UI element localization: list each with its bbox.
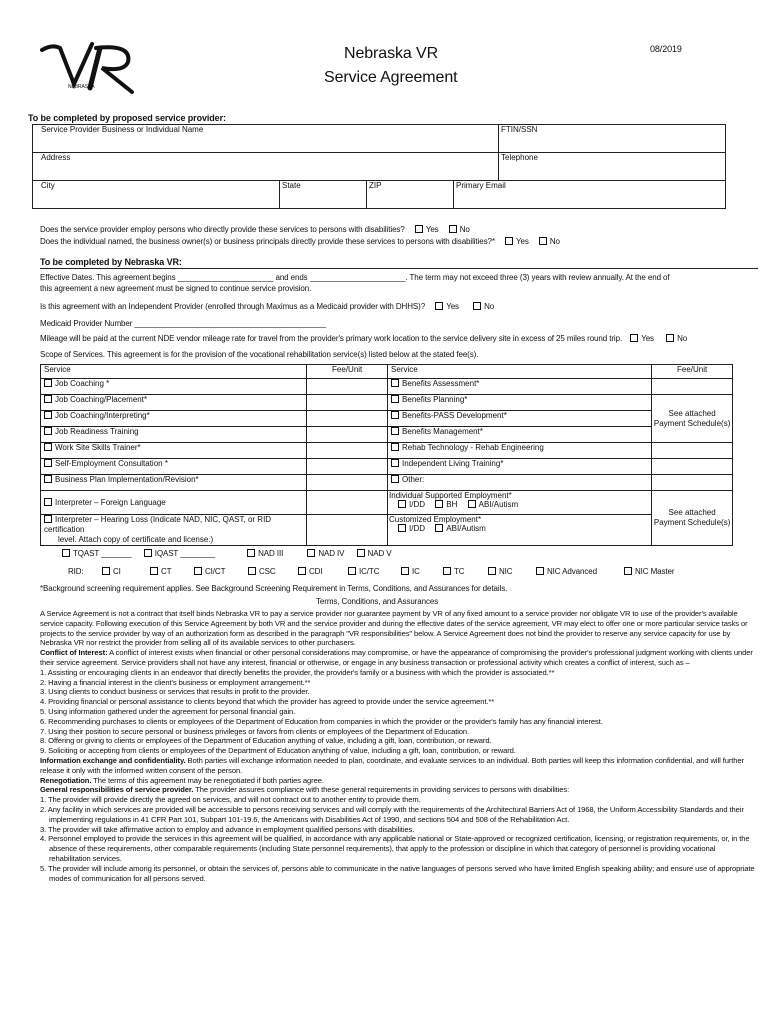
ise-abi-checkbox[interactable]	[468, 500, 476, 508]
section1-heading: To be completed by proposed service provider:	[28, 113, 226, 123]
fee-cell[interactable]	[307, 411, 388, 427]
fee-cell[interactable]	[652, 379, 733, 395]
fee-cell[interactable]	[652, 459, 733, 475]
service-row: Job Readiness Training	[41, 427, 307, 443]
list-item: 8. Offering or giving to clients or employees of the Department of Education anything of value, including a gift, loan, contribution, or reward.	[40, 736, 492, 746]
rid-ictc-checkbox[interactable]	[348, 567, 356, 575]
conflict-of-interest: Conflict of Interest: A conflict of interest exists when financial or other personal considerations may compromise, or have the appearance of compromising the provider's professional judgment working with clients under their service agreement. Service providers shall not have any interest, financial or otherwise, or engage in any business transaction or professional activity which creates a conflict of interest, such as –	[40, 648, 753, 667]
q1-no-checkbox[interactable]	[449, 225, 457, 233]
rid-csc: CSC	[248, 567, 276, 577]
service-row: Benefits Management*	[388, 427, 652, 443]
terms-intro: A Service Agreement is not a contract that itself binds Nebraska VR to pay a service provider nor guarantee payment by VR of any fixed amount to a service provider nor obligate VR to use of the provider's available service capacity. Following execution of this Service Agreement by both VR and the service provider and during the effective dates of the service agreement, VR may elect to offer one or more particular service tasks or projects to the service provider by way of an authorization form as described in the paragraph "VR responsibilities" below. A Service Agreement does not bind the provider to reserve any service capacity for use by Nebraska VR nor restrict the provider from selling all of its available services to other purchasers.	[40, 609, 748, 648]
rid-tc: TC	[443, 567, 464, 577]
rid-nic-checkbox[interactable]	[488, 567, 496, 575]
fee-cell[interactable]	[307, 427, 388, 443]
col-service-left: Service	[41, 365, 307, 379]
nad5-checkbox[interactable]	[357, 549, 365, 557]
effective-dates-2: this agreement a new agreement must be signed to continue service provision.	[40, 284, 312, 293]
service-row: Other:	[388, 475, 652, 491]
cert-row: TQAST _______ IQAST ________ NAD III NAD IV NAD V	[62, 549, 392, 559]
q1-yes-checkbox[interactable]	[415, 225, 423, 233]
col-service-right: Service	[388, 365, 652, 379]
service-row: Interpreter – Hearing Loss (Indicate NAD, NIC, QAST, or RID certification level. Attach copy of certificate and license.)	[41, 515, 307, 546]
job-coaching-checkbox[interactable]	[44, 379, 52, 387]
vr-logo-icon	[40, 38, 150, 96]
list-item: 5. Using information gathered under the agreement for personal financial gain.	[40, 706, 296, 716]
independent-yes-checkbox[interactable]	[435, 302, 443, 310]
rid-ct-checkbox[interactable]	[150, 567, 158, 575]
rid-label: RID:	[68, 567, 84, 576]
effective-dates: Effective Dates. This agreement begins ______________________ and ends ______________________. The term may not exceed three (3) years with review annually. At the end of	[40, 273, 670, 282]
list-item: 7. Using their position to secure personal or business privileges or favors from clients or employees of the Department of Education.	[40, 726, 470, 736]
city-field[interactable]: City	[33, 181, 280, 209]
ise-idd-checkbox[interactable]	[398, 500, 406, 508]
email-field[interactable]: Primary Email	[454, 181, 726, 209]
q2-yes-checkbox[interactable]	[505, 237, 513, 245]
benefits-management-checkbox[interactable]	[391, 427, 399, 435]
service-row: Work Site Skills Trainer*	[41, 443, 307, 459]
medicaid-number: Medicaid Provider Number ____________________________________________	[40, 319, 326, 328]
form-date: 08/2019	[650, 44, 682, 54]
col-fee-left: Fee/Unit	[307, 365, 388, 379]
business-plan-checkbox[interactable]	[44, 475, 52, 483]
independent-living-checkbox[interactable]	[391, 459, 399, 467]
benefits-planning-checkbox[interactable]	[391, 395, 399, 403]
self-employment-checkbox[interactable]	[44, 459, 52, 467]
tqast-checkbox[interactable]	[62, 549, 70, 557]
rid-nic: NIC	[488, 567, 512, 577]
list-item: 3. Using clients to conduct business or services that results in profit to the provider.	[40, 687, 310, 697]
fee-cell[interactable]	[307, 443, 388, 459]
fee-cell[interactable]	[307, 491, 388, 515]
rid-nic-master: NIC Master	[624, 567, 674, 577]
benefits-assessment-checkbox[interactable]	[391, 379, 399, 387]
benefits-pass-checkbox[interactable]	[391, 411, 399, 419]
information-exchange: Information exchange and confidentiality. Both parties will exchange information needed to plan, coordinate, and evaluate services to an individual. Both parties will keep this information confidential, and will further release it only with the informed written consent of the person.	[40, 755, 744, 775]
rid-csc-checkbox[interactable]	[248, 567, 256, 575]
iqast-checkbox[interactable]	[144, 549, 152, 557]
general-responsibilities: General responsibilities of service provider. The provider assures compliance with these general requirements in providing services to persons with disabilities:	[40, 785, 570, 795]
fee-cell[interactable]	[307, 459, 388, 475]
rid-cdi: CDI	[298, 567, 322, 577]
fee-cell[interactable]	[307, 475, 388, 491]
form-title-line2: Service Agreement	[324, 69, 458, 86]
rid-cict: CI/CT	[194, 567, 225, 577]
zip-field[interactable]: ZIP	[367, 181, 454, 209]
service-row: Individual Supported Employment* I/DD BH ABI/Autism	[388, 491, 652, 515]
see-attached-1: See attached Payment Schedule(s)	[652, 395, 733, 443]
service-row: Job Coaching/Interpreting*	[41, 411, 307, 427]
scope-of-services: Scope of Services. This agreement is for the provision of the vocational rehabilitation service(s) listed below at the stated fee(s).	[40, 350, 479, 359]
address-field[interactable]: Address	[33, 153, 499, 181]
fee-cell[interactable]	[307, 379, 388, 395]
service-row: Job Coaching *	[41, 379, 307, 395]
interpreter-hearing-checkbox[interactable]	[44, 515, 52, 523]
see-attached-2: See attached Payment Schedule(s)	[652, 491, 733, 546]
telephone-field[interactable]: Telephone	[499, 153, 726, 181]
rid-nic-advanced-checkbox[interactable]	[536, 567, 544, 575]
question-direct: Does the individual named, the business owner(s) or business principals directly provide these services to persons with disabilities?* Yes No	[40, 237, 560, 246]
fee-cell[interactable]	[307, 515, 388, 546]
job-coaching-placement-checkbox[interactable]	[44, 395, 52, 403]
rid-nic-master-checkbox[interactable]	[624, 567, 632, 575]
mileage-yes-checkbox[interactable]	[630, 334, 638, 342]
terms-body	[40, 609, 758, 883]
mileage-question: Mileage will be paid at the current NDE vendor mileage rate for travel from the provider's primary work location to the service delivery site in excess of 25 miles round trip. Yes No	[40, 334, 688, 343]
list-item: 2. Having a financial interest in the client's business or employment arrangement.**	[40, 677, 311, 687]
rehab-technology-checkbox[interactable]	[391, 443, 399, 451]
fee-cell[interactable]	[652, 475, 733, 491]
service-row: Benefits Planning*	[388, 395, 652, 411]
background-footnote: *Background screening requirement applies. See Background Screening Requirement in Terms, Conditions, and Assurances for details.	[40, 584, 508, 593]
ftin-field[interactable]: FTIN/SSN	[499, 125, 726, 153]
q2-no-checkbox[interactable]	[539, 237, 547, 245]
service-row: Job Coaching/Placement*	[41, 395, 307, 411]
list-item: 4. Personnel employed to provide the services in this agreement will be qualified, in accordance with any applicable national or State-approved or recognized certification, licensing, or registration requirements, or, in the absence of these requirements, other comparable requirements (including State personnel requirements), that apply to the profession or discipline in which that category of personnel is providing vocational rehabilitation services.	[40, 834, 750, 863]
list-item: 1. Assisting or encouraging clients in an endeavor that directly benefits the provider, the provider's family or a business with which the provider is associated.**	[40, 667, 555, 677]
ise-bh-checkbox[interactable]	[435, 500, 443, 508]
service-row: Rehab Technology - Rehab Engineering	[388, 443, 652, 459]
terms-title: Terms, Conditions, and Assurances	[316, 597, 439, 606]
logo-subtext: NEBRASKA	[68, 84, 95, 90]
rid-ci-checkbox[interactable]	[102, 567, 110, 575]
list-item: 9. Soliciting or accepting from clients or employees of the Department of Education anything of value, including a gift, loan, contribution, or reward.	[40, 746, 516, 756]
fee-cell[interactable]	[652, 443, 733, 459]
job-coaching-interpreting-checkbox[interactable]	[44, 411, 52, 419]
list-item: 3. The provider will take affirmative action to employ and advance in employment qualified persons with disabilities.	[40, 824, 415, 834]
section2-heading: To be completed by Nebraska VR:	[40, 257, 182, 267]
rid-tc-checkbox[interactable]	[443, 567, 451, 575]
job-readiness-checkbox[interactable]	[44, 427, 52, 435]
list-item: 1. The provider will provide directly the agreed on services, and will not contract out to another entity to provide them.	[40, 795, 421, 805]
rid-ct: CT	[150, 567, 171, 577]
rid-nic-advanced: NIC Advanced	[536, 567, 597, 577]
nad3-checkbox[interactable]	[247, 549, 255, 557]
services-table	[40, 364, 733, 546]
vr-logo	[40, 38, 150, 96]
independent-provider-question: Is this agreement with an Independent Provider (enrolled through Maximus as a Medicaid provider with DHHS)? Yes No	[40, 302, 495, 311]
interpreter-foreign-checkbox[interactable]	[44, 498, 52, 506]
list-item: 4. Providing financial or personal assistance to clients beyond that which the provider has agreed to provide under the service agreement.**	[40, 697, 495, 707]
ce-idd-checkbox[interactable]	[398, 524, 406, 532]
mileage-no-checkbox[interactable]	[666, 334, 674, 342]
renegotiation: Renegotiation. The terms of this agreement may be renegotiated if both parties agree.	[40, 775, 324, 785]
state-field[interactable]: State	[280, 181, 367, 209]
rid-ic-checkbox[interactable]	[401, 567, 409, 575]
independent-no-checkbox[interactable]	[473, 302, 481, 310]
service-row: Interpreter – Foreign Language	[41, 491, 307, 515]
work-site-skills-checkbox[interactable]	[44, 443, 52, 451]
rid-cict-checkbox[interactable]	[194, 567, 202, 575]
ce-abi-checkbox[interactable]	[435, 524, 443, 532]
rid-cdi-checkbox[interactable]	[298, 567, 306, 575]
col-fee-right: Fee/Unit	[652, 365, 733, 379]
service-row: Benefits-PASS Development*	[388, 411, 652, 427]
service-row: Business Plan Implementation/Revision*	[41, 475, 307, 491]
business-name-field[interactable]: Service Provider Business or Individual Name	[33, 125, 499, 153]
service-row: Benefits Assessment*	[388, 379, 652, 395]
form-title-line1: Nebraska VR	[344, 45, 439, 62]
rid-ci: CI	[102, 567, 121, 577]
rid-ic: IC	[401, 567, 420, 577]
list-item: 6. Recommending purchases to clients or employees of the Department of Education from companies in which the provider or the provider's family has any financial interest.	[40, 716, 603, 726]
service-row: Customized Employment* I/DD ABI/Autism	[388, 515, 652, 546]
section2-underline	[40, 268, 758, 269]
other-checkbox[interactable]	[391, 475, 399, 483]
rid-ictc: IC/TC	[348, 567, 379, 577]
list-item: 2. Any facility in which services are provided will be accessible to persons receiving services and will comply with the requirements of the Architectural Barriers Act of 1968, the Uniform Accessibility Standards and their implementing regulations in 41 CFR Part 101, Subpart 101-19.6, the Americans with Disabilities Act of 1990, and sections 504 and 508 of the Rehabilitation Act.	[40, 804, 744, 824]
list-item: 5. The provider will include among its personnel, or obtain the services of, persons able to communicate in the native languages of persons served who have limited English speaking ability; and ensure use of appropriate modes of communication for all persons served.	[40, 863, 755, 883]
provider-info-table	[32, 124, 726, 209]
service-row: Independent Living Training*	[388, 459, 652, 475]
fee-cell[interactable]	[307, 395, 388, 411]
service-row: Self-Employment Consultation *	[41, 459, 307, 475]
nad4-checkbox[interactable]	[307, 549, 315, 557]
question-employ: Does the service provider employ persons who directly provide these services to persons with disabilities? Yes No	[40, 225, 470, 234]
